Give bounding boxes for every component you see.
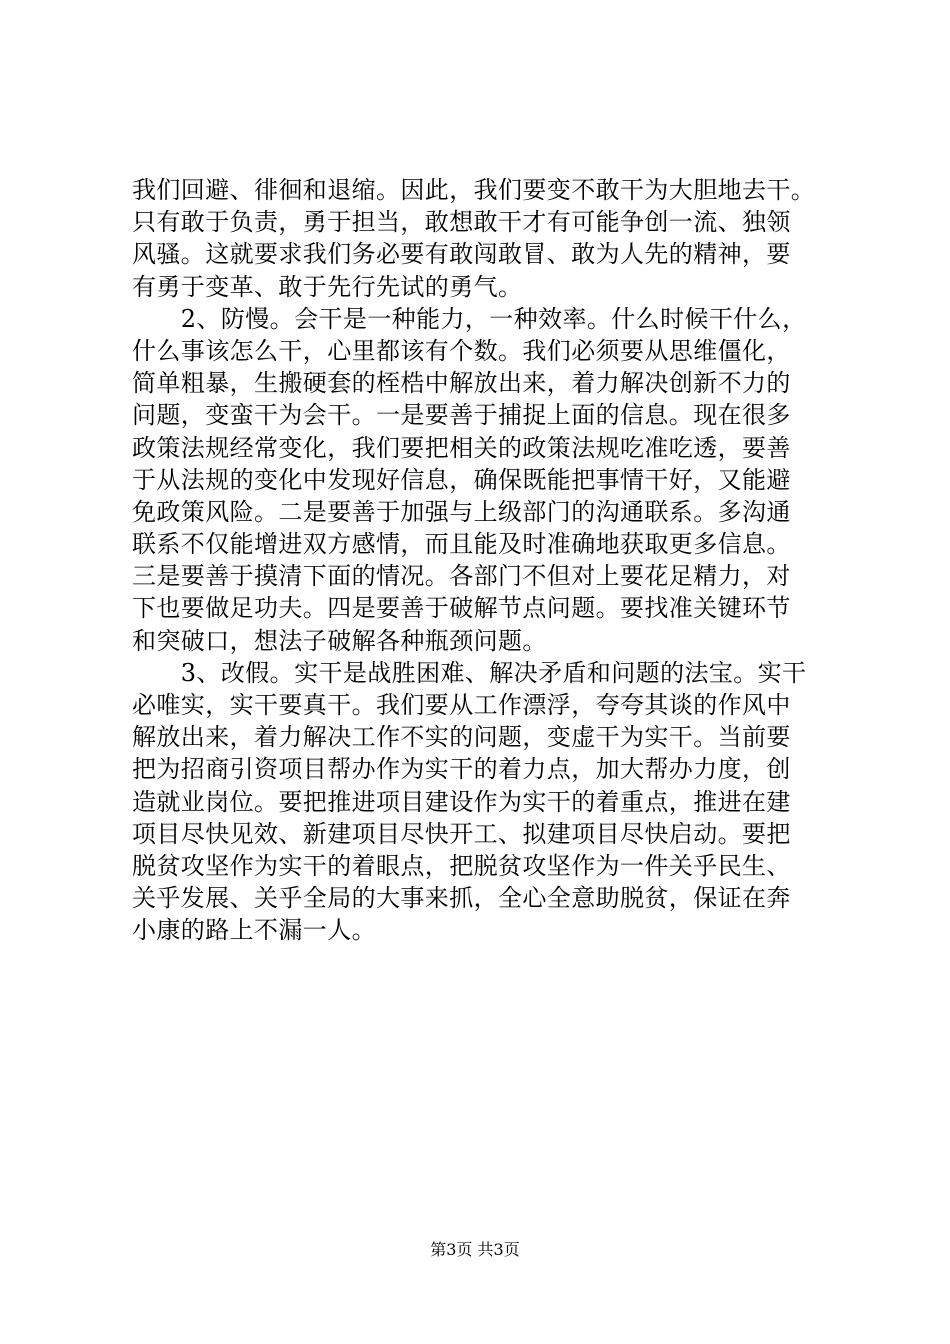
text-line: 政策法规经常变化，我们要把相关的政策法规吃准吃透，要善: [132, 433, 791, 462]
text-line: 解放出来，着力解决工作不实的问题，变虚干为实干。当前要: [132, 723, 791, 752]
text-line: 必唯实，实干要真干。我们要从工作漂浮，夸夸其谈的作风中: [132, 691, 791, 719]
text-line: 免政策风险。二是要善于加强与上级部门的沟通联系。多沟通: [132, 497, 791, 526]
page-number-label: 第3页 共3页: [430, 1240, 520, 1259]
text-line: 我们回避、徘徊和退缩。因此，我们要变不敢干为大胆地去干。: [132, 176, 816, 204]
text-line: 脱贫攻坚作为实干的着眼点，把脱贫攻坚作为一件关乎民生、: [132, 851, 791, 880]
text-line: 联系不仅能增进双方感情，而且能及时准确地获取更多信息。: [132, 530, 791, 559]
text-line: 项目尽快见效、新建项目尽快开工、拟建项目尽快启动。要把: [132, 819, 791, 848]
text-line: 简单粗暴，生搬硬套的桎梏中解放出来，着力解决创新不力的: [132, 369, 791, 398]
text-line: 三是要善于摸清下面的情况。各部门不但对上要花足精力，对: [132, 562, 791, 591]
text-line: 关乎发展、关乎全局的大事来抓，全心全意助脱贫，保证在奔: [132, 884, 791, 913]
text-line: 3、改假。实干是战胜困难、解决矛盾和问题的法宝。实干: [132, 658, 807, 687]
text-line: 有勇于变革、敢于先行先试的勇气。: [132, 272, 523, 301]
text-line: 只有敢于负责，勇于担当，敢想敢干才有可能争创一流、独领: [132, 208, 791, 237]
text-line: 于从法规的变化中发现好信息，确保既能把事情干好，又能避: [132, 465, 791, 494]
text-line: 和突破口，想法子破解各种瓶颈问题。: [132, 626, 547, 655]
text-line: 下也要做足功夫。四是要善于破解节点问题。要找准关键环节: [132, 594, 791, 623]
text-line: 2、防慢。会干是一种能力，一种效率。什么时候干什么，: [132, 304, 807, 333]
text-line: 造就业岗位。要把推进项目建设作为实干的着重点，推进在建: [132, 787, 791, 816]
page-footer: [0, 1240, 950, 1260]
text-line: 小康的路上不漏一人。: [132, 916, 376, 945]
text-line: 问题，变蛮干为会干。一是要善于捕捉上面的信息。现在很多: [132, 401, 791, 430]
text-line: 风骚。这就要求我们务必要有敢闯敢冒、敢为人先的精神，要: [132, 240, 791, 269]
text-line: 什么事该怎么干，心里都该有个数。我们必须要从思维僵化，: [132, 336, 791, 365]
document-body: [132, 174, 832, 947]
text-line: 把为招商引资项目帮办作为实干的着力点，加大帮办力度，创: [132, 755, 791, 784]
